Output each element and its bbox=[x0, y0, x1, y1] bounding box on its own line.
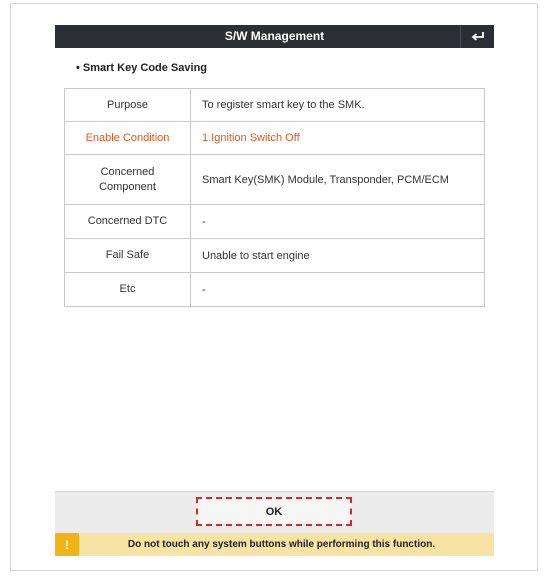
warning-banner bbox=[55, 533, 494, 556]
table-row bbox=[65, 239, 485, 273]
window-title: S/W Management bbox=[224, 29, 325, 43]
info-table bbox=[64, 88, 485, 307]
warning-icon: ! bbox=[55, 533, 79, 556]
table-row bbox=[65, 89, 485, 122]
row-label: Etc bbox=[65, 273, 191, 307]
section-title: • Smart Key Code Saving bbox=[76, 62, 208, 74]
row-value: Smart Key(SMK) Module, Transponder, PCM/ECM bbox=[191, 155, 485, 205]
row-value: - bbox=[191, 273, 485, 307]
return-arrow-icon bbox=[471, 31, 485, 43]
row-label: Enable Condition bbox=[65, 122, 191, 155]
row-label: Concerned DTC bbox=[65, 205, 191, 239]
row-value: To register smart key to the SMK. bbox=[191, 89, 485, 122]
table-row bbox=[65, 155, 485, 205]
row-label: Fail Safe bbox=[65, 239, 191, 273]
row-label: Purpose bbox=[65, 89, 191, 122]
row-label: Concerned Component bbox=[65, 155, 191, 205]
warning-text: Do not touch any system buttons while performing this function. bbox=[127, 539, 436, 550]
table-row bbox=[65, 122, 485, 155]
row-value: Unable to start engine bbox=[191, 239, 485, 273]
back-button[interactable] bbox=[460, 25, 494, 48]
row-value: - bbox=[191, 205, 485, 239]
title-bar bbox=[55, 25, 494, 48]
table-row bbox=[65, 273, 485, 307]
table-row bbox=[65, 205, 485, 239]
row-value: 1.Ignition Switch Off bbox=[191, 122, 485, 155]
ok-button[interactable]: OK bbox=[196, 497, 352, 526]
